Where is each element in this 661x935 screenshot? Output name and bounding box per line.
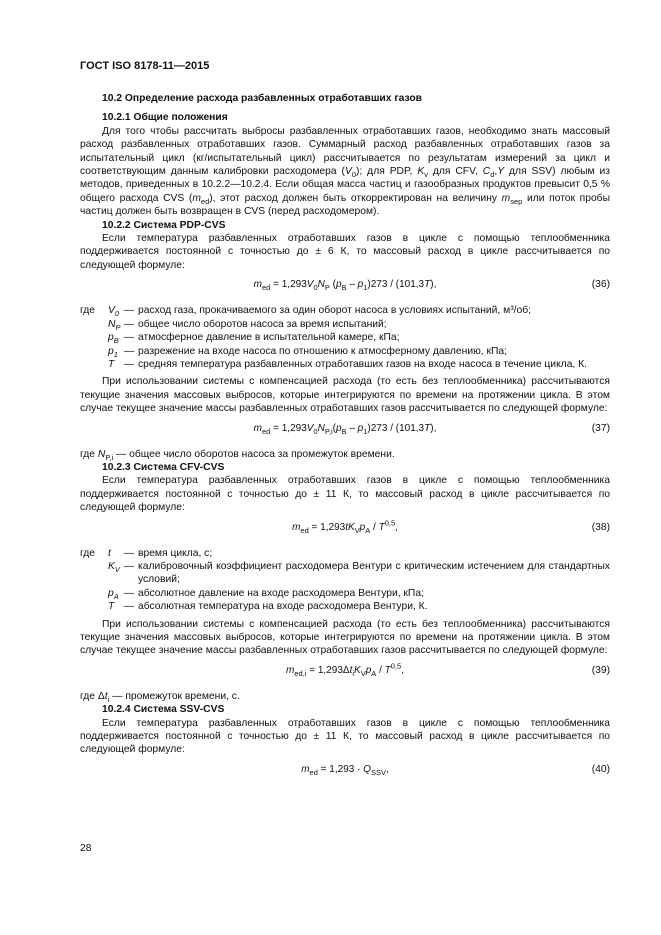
equation-38-number: (38) xyxy=(591,521,610,533)
definition-symbol: $p_A$ xyxy=(108,587,119,601)
definition-np-i: где $N_{P,i}$ — общее число оборотов насоса за промежуток времени. xyxy=(80,448,395,462)
document-body xyxy=(80,92,610,787)
paragraph-pdp-compensation: При использовании системы с компенсацией расхода (то есть без теплообменника) рассчитываются текущие значения массовых выбросов, которые интегрируются по времени на протяжении цикла. В этом случае текущее значение массы разбавленных отработавших газов рассчитывается по следующей формуле: xyxy=(80,376,610,415)
definition-text: калибровочный коэффициент расходомера Вентури с критическим истечением для стандартных условий; xyxy=(138,560,610,586)
definition-row: $p_A$ — абсолютное давление на входе расходомера Вентури, кПа; xyxy=(80,587,610,600)
definition-text: общее число оборотов насоса за время испытаний; xyxy=(138,318,387,330)
definition-row: $p_1$ — разрежение на входе насоса по отношению к атмосферному давлению, кПа; xyxy=(80,345,610,358)
definition-row: где t — время цикла, с; xyxy=(80,547,610,560)
equation-40-number: (40) xyxy=(591,763,610,775)
page-number: 28 xyxy=(80,843,92,854)
equation-39-formula: $m_{ed,i} = 1,293\Delta t_iK_Vp_A / T^{0,5}$, xyxy=(286,661,404,678)
subsection-heading-pdp: 10.2.2 Система PDP-CVS xyxy=(102,219,226,231)
equation-36-number: (36) xyxy=(591,279,610,291)
equation-40 xyxy=(80,757,610,787)
paragraph-cfv-compensation: При использовании системы с компенсацией расхода (то есть без теплообменника) рассчитываются текущие значения массовых выбросов, которые интегрируются по времени на протяжении цикла. В этом случае текущее значение массы разбавленных отработавших газов рассчитывается по следующей формуле: xyxy=(80,618,610,657)
subsection-heading-ssv: 10.2.4 Система SSV-CVS xyxy=(102,704,225,716)
definition-text: расход газа, прокачиваемого за один оборот насоса в условиях испытаний, м³/об; xyxy=(138,305,531,317)
equation-38-formula: $m_{ed} = 1,293tK_Vp_A / T^{0,5}$, xyxy=(292,518,398,535)
definition-text: средняя температура разбавленных отработавших газов на входе насоса в течение цикла, К. xyxy=(138,358,587,370)
equation-39 xyxy=(80,658,610,688)
document-code: ГОСТ ISO 8178-11—2015 xyxy=(80,60,210,72)
equation-37 xyxy=(80,416,610,446)
definition-symbol: T xyxy=(108,601,115,613)
definition-symbol: $p_1$ xyxy=(108,345,118,359)
definition-row: $K_V$ — калибровочный коэффициент расходомера Вентури с критическим истечением для стандартных условий; xyxy=(108,560,610,586)
paragraph-ssv-intro: Если температура разбавленных отработавших газов в цикле с помощью теплообменника поддерживается постоянной с точностью до ± 11 К, то массовый расход в цикле рассчитывается по следующей формуле: xyxy=(80,717,610,756)
definition-text: время цикла, с; xyxy=(138,547,213,559)
definition-symbol: $V_0$ xyxy=(108,305,120,319)
definitions-cfv xyxy=(80,547,610,614)
definition-row: где $V_0$ — расход газа, прокачиваемого за один оборот насоса в условиях испытаний, м³/об; xyxy=(80,304,610,317)
definition-symbol: t xyxy=(108,547,111,559)
definition-text: абсолютное давление на входе расходомера Вентури, кПа; xyxy=(138,587,424,599)
definition-text: атмосферное давление в испытательной камере, кПа; xyxy=(138,332,400,344)
definition-row: $N_P$ — общее число оборотов насоса за время испытаний; xyxy=(80,318,610,331)
definitions-pdp xyxy=(80,304,610,371)
subsection-heading-general: 10.2.1 Общие положения xyxy=(102,112,228,124)
definition-delta-t: где $\Delta t_i$ — промежуток времени, с. xyxy=(80,690,240,704)
definition-row: $p_B$ — атмосферное давление в испытательной камере, кПа; xyxy=(80,331,610,344)
subsection-heading-cfv: 10.2.3 Система CFV-CVS xyxy=(102,461,225,473)
definition-text: абсолютная температура на входе расходомера Вентури, К. xyxy=(138,601,428,613)
equation-39-number: (39) xyxy=(591,664,610,676)
definition-symbol: $p_B$ xyxy=(108,332,119,346)
paragraph-pdp-intro: Если температура разбавленных отработавших газов в цикле с помощью теплообменника поддерживается постоянной с точностью до ± 6 К, то массовый расход в цикле рассчитывается по следующей формуле: xyxy=(80,233,610,271)
equation-36-formula: $m_{ed} = 1,293V_0N_P$ $(p_B - p_1)273 / (101,3T)$, xyxy=(253,279,437,293)
equation-36 xyxy=(80,272,610,302)
equation-40-formula: $m_{ed} = 1,293 \cdot Q_{SSV}$, xyxy=(301,763,389,777)
equation-37-formula: $m_{ed} = 1,293V_0N_{P,i}(p_B - p_1)273 / (101,3T)$, xyxy=(253,422,437,436)
paragraph-general: Для того чтобы рассчитать выбросы разбавленных отработавших газов, необходимо знать массовый расход разбавленных отработавших газов. Суммарный расход разбавленных отработавших газов за испытательный цикл (кг/испытательный цикл) рассчитывается по результатам измерений за цикл и соответствующим данным калибровки расходомера $(V_0)$; для PDP, $K_v$ для CFV, $C_d,Y$ для SSV) любым из методов, приведенных в 10.2.2—10.2.4. Если общая масса частиц и газообразных продуктов превысит 0,5 % общего расхода CVS $(m_{ed})$, этот расход должен быть откорректирован на величину $m_{sep}$ или поток пробы частиц должен быть возвращен в CVS (перед расходомером). xyxy=(80,125,610,218)
where-label: где xyxy=(80,547,96,559)
definition-text: разрежение на входе насоса по отношению к атмосферному давлению, кПа; xyxy=(138,345,508,357)
definition-row: T — средняя температура разбавленных отработавших газов на входе насоса в течение цикла, К. xyxy=(80,358,610,371)
paragraph-cfv-intro: Если температура разбавленных отработавших газов в цикле с помощью теплообменника поддерживается постоянной с точностью до ± 11 К, то массовый расход в цикле рассчитывается по следующей формуле: xyxy=(80,475,610,514)
where-label: где xyxy=(80,305,96,317)
section-heading: 10.2 Определение расхода разбавленных отработавших газов xyxy=(102,93,422,104)
equation-38 xyxy=(80,515,610,545)
definition-symbol: $N_P$ xyxy=(108,318,121,332)
definition-row: T — абсолютная температура на входе расходомера Вентури, К. xyxy=(80,600,610,613)
equation-37-number: (37) xyxy=(591,422,610,434)
definition-symbol: $K_V$ xyxy=(108,560,120,575)
definition-symbol: T xyxy=(108,358,115,370)
